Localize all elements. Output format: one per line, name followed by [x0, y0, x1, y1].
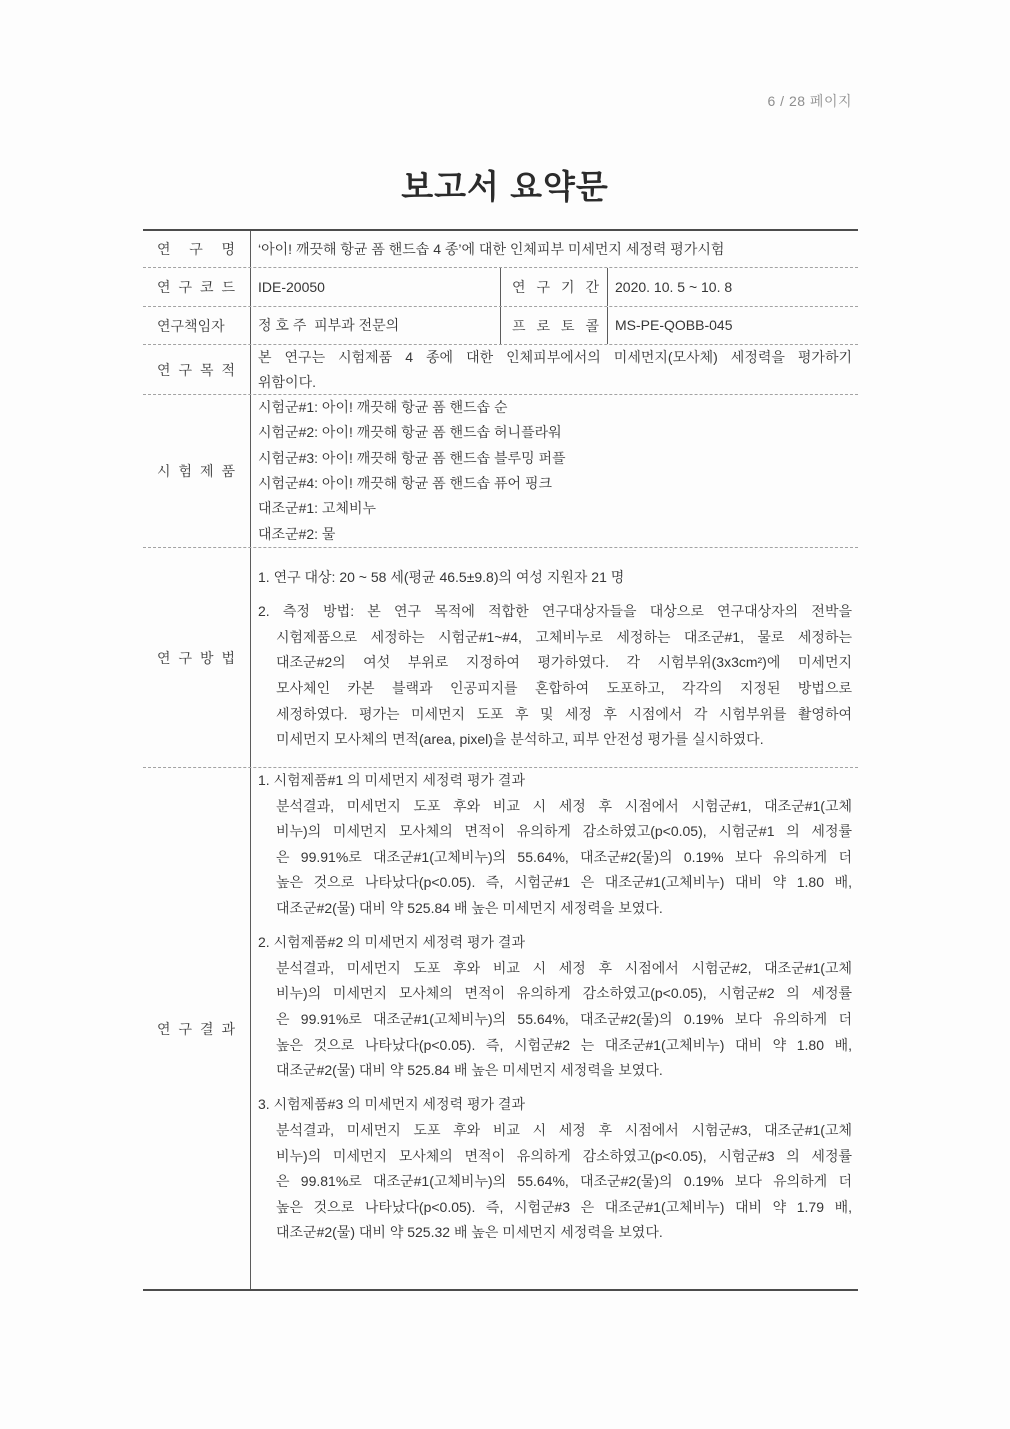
test-products-label: 시 험 제 품 [157, 463, 235, 479]
investigator-value-cell [250, 307, 500, 344]
result-line: 은 99.91%로 대조군#1(고체비누)의 55.64%, 대조군#2(물)의 0.19% 보다 유의하게 더 [276, 848, 852, 865]
study-name-value-cell [250, 231, 858, 267]
method-subject: 1. 연구 대상: 20 ~ 58 세(평균 46.5±9.8)의 여성 지원자 21 명 [258, 569, 625, 585]
study-code-label-cell [143, 268, 250, 306]
result-line: 대조군#2(물) 대비 약 525.84 배 높은 미세먼지 세정력을 보였다. [276, 1062, 663, 1079]
method-procedure-line: 미세먼지 모사체의 면적(area, pixel)을 분석하고, 피부 안전성 평가를 실시하였다. [276, 731, 764, 748]
results-value-cell [250, 768, 858, 1289]
study-code-label: 연 구 코 드 [157, 279, 235, 295]
results-label: 연 구 결 과 [157, 1020, 235, 1037]
protocol-value: MS-PE-QOBB-045 [615, 317, 733, 333]
row-objective [143, 345, 858, 395]
result-heading: 3. 시험제품#3 의 미세먼지 세정력 평가 결과 [258, 1096, 525, 1113]
methods-value-cell [250, 548, 858, 767]
row-principal-investigator [143, 307, 858, 345]
objective-label-cell [143, 345, 250, 394]
study-period-label: 연 구 기 간 [512, 279, 599, 295]
result-heading: 2. 시험제품#2 의 미세먼지 세정력 평가 결과 [258, 934, 525, 951]
method-procedure-line: 세정하였다. 평가는 미세먼지 도포 후 및 세정 후 시점에서 각 시험부위를 촬영하여 [276, 705, 852, 722]
methods-label: 연 구 방 법 [157, 649, 235, 666]
page-number: 6 / 28 페이지 [767, 93, 852, 109]
result-line: 대조군#2(물) 대비 약 525.32 배 높은 미세먼지 세정력을 보였다. [276, 1224, 663, 1241]
row-study-code [143, 268, 858, 307]
method-procedure-line: 대조군#2의 여섯 부위로 지정하여 평가하였다. 각 시험부위(3x3cm²)에 미세먼지 [276, 654, 852, 671]
protocol-label: 프 로 토 콜 [512, 317, 599, 334]
results-label-cell [143, 768, 250, 1289]
result-line: 분석결과, 미세먼지 도포 후와 비교 시 세정 후 시점에서 시험군#3, 대조군#1(고체 [276, 1121, 852, 1138]
investigator-label-cell [143, 307, 250, 344]
study-name-label-cell [143, 231, 250, 267]
result-line: 은 99.81%로 대조군#1(고체비누)의 55.64%, 대조군#2(물)의 0.19% 보다 유의하게 더 [276, 1173, 852, 1190]
result-line: 높은 것으로 나타났다(p<0.05). 즉, 시험군#1 은 대조군#1(고체비누) 대비 약 1.80 배, [276, 874, 852, 891]
study-period-label-cell [500, 268, 607, 306]
objective-line: 위함이다. [258, 373, 316, 390]
page-title: 보고서 요약문 [401, 168, 609, 205]
protocol-value-cell [607, 307, 858, 344]
method-procedure-line: 모사체인 카본 블랙과 인공피지를 혼합하여 도포하고, 각각의 지정된 방법으로 [276, 679, 852, 696]
protocol-label-cell [500, 307, 607, 344]
investigator-label: 연구책임자 [157, 317, 225, 334]
result-section [258, 930, 852, 1084]
study-code-value-cell [250, 268, 500, 306]
product-item: 시험군#4: 아이! 깨끗해 항균 폼 핸드솝 퓨어 핑크 [258, 475, 553, 491]
result-line: 높은 것으로 나타났다(p<0.05). 즉, 시험군#2 는 대조군#1(고체비누) 대비 약 1.80 배, [276, 1036, 852, 1053]
summary-table [143, 229, 858, 1291]
result-line: 은 99.91%로 대조군#1(고체비누)의 55.64%, 대조군#2(물)의 0.19% 보다 유의하게 더 [276, 1010, 852, 1027]
product-item: 대조군#1: 고체비누 [258, 500, 377, 517]
row-study-name [143, 231, 858, 268]
row-methods [143, 548, 858, 768]
result-line: 분석결과, 미세먼지 도포 후와 비교 시 세정 후 시점에서 시험군#2, 대조군#1(고체 [276, 959, 852, 976]
test-products-value-cell [250, 395, 858, 547]
result-line: 비누)의 미세먼지 모사체의 면적이 유의하게 감소하였고(p<0.05), 시험군#1 의 세정률 [276, 823, 852, 840]
result-line: 높은 것으로 나타났다(p<0.05). 즉, 시험군#3 은 대조군#1(고체비누) 대비 약 1.79 배, [276, 1198, 852, 1215]
method-procedure-line: 2. 측정 방법: 본 연구 목적에 적합한 연구대상자들을 대상으로 연구대상자의 전박을 [258, 603, 852, 620]
study-period-value-cell [607, 268, 858, 306]
study-period-value: 2020. 10. 5 ~ 10. 8 [615, 278, 733, 295]
result-line: 비누)의 미세먼지 모사체의 면적이 유의하게 감소하였고(p<0.05), 시험군#2 의 세정률 [276, 985, 852, 1002]
row-results [143, 768, 858, 1289]
study-name-label: 연 구 명 [157, 241, 235, 257]
result-line: 분석결과, 미세먼지 도포 후와 비교 시 세정 후 시점에서 시험군#1, 대조군#1(고체 [276, 797, 852, 814]
methods-label-cell [143, 548, 250, 767]
result-heading: 1. 시험제품#1 의 미세먼지 세정력 평가 결과 [258, 772, 525, 788]
investigator-value: 정 호 주 피부과 전문의 [258, 317, 400, 333]
objective-label: 연 구 목 적 [157, 361, 235, 378]
row-test-products [143, 395, 858, 548]
product-item: 대조군#2: 물 [258, 525, 336, 542]
study-code-value: IDE-20050 [258, 278, 325, 295]
study-name-value: ‘아이! 깨끗해 항균 폼 핸드솝 4 종’에 대한 인체피부 미세먼지 세정력 평가시험 [258, 240, 725, 257]
result-section [258, 768, 852, 922]
result-line: 대조군#2(물) 대비 약 525.84 배 높은 미세먼지 세정력을 보였다. [276, 899, 663, 916]
product-item: 시험군#3: 아이! 깨끗해 항균 폼 핸드솝 블루밍 퍼플 [258, 449, 566, 466]
product-item: 시험군#1: 아이! 깨끗해 항균 폼 핸드솝 순 [258, 398, 508, 415]
objective-value-cell [250, 345, 858, 394]
method-procedure-line: 시험제품으로 세정하는 시험군#1~#4, 고체비누로 세정하는 대조군#1, 물로 세정하는 [276, 628, 852, 645]
result-line: 비누)의 미세먼지 모사체의 면적이 유의하게 감소하였고(p<0.05), 시험군#3 의 세정률 [276, 1147, 852, 1164]
product-item: 시험군#2: 아이! 깨끗해 항균 폼 핸드솝 허니플라워 [258, 424, 562, 441]
test-products-label-cell [143, 395, 250, 547]
objective-line: 본 연구는 시험제품 4 종에 대한 인체피부에서의 미세먼지(모사체) 세정력을 평가하기 [258, 348, 852, 365]
result-section [258, 1092, 852, 1246]
